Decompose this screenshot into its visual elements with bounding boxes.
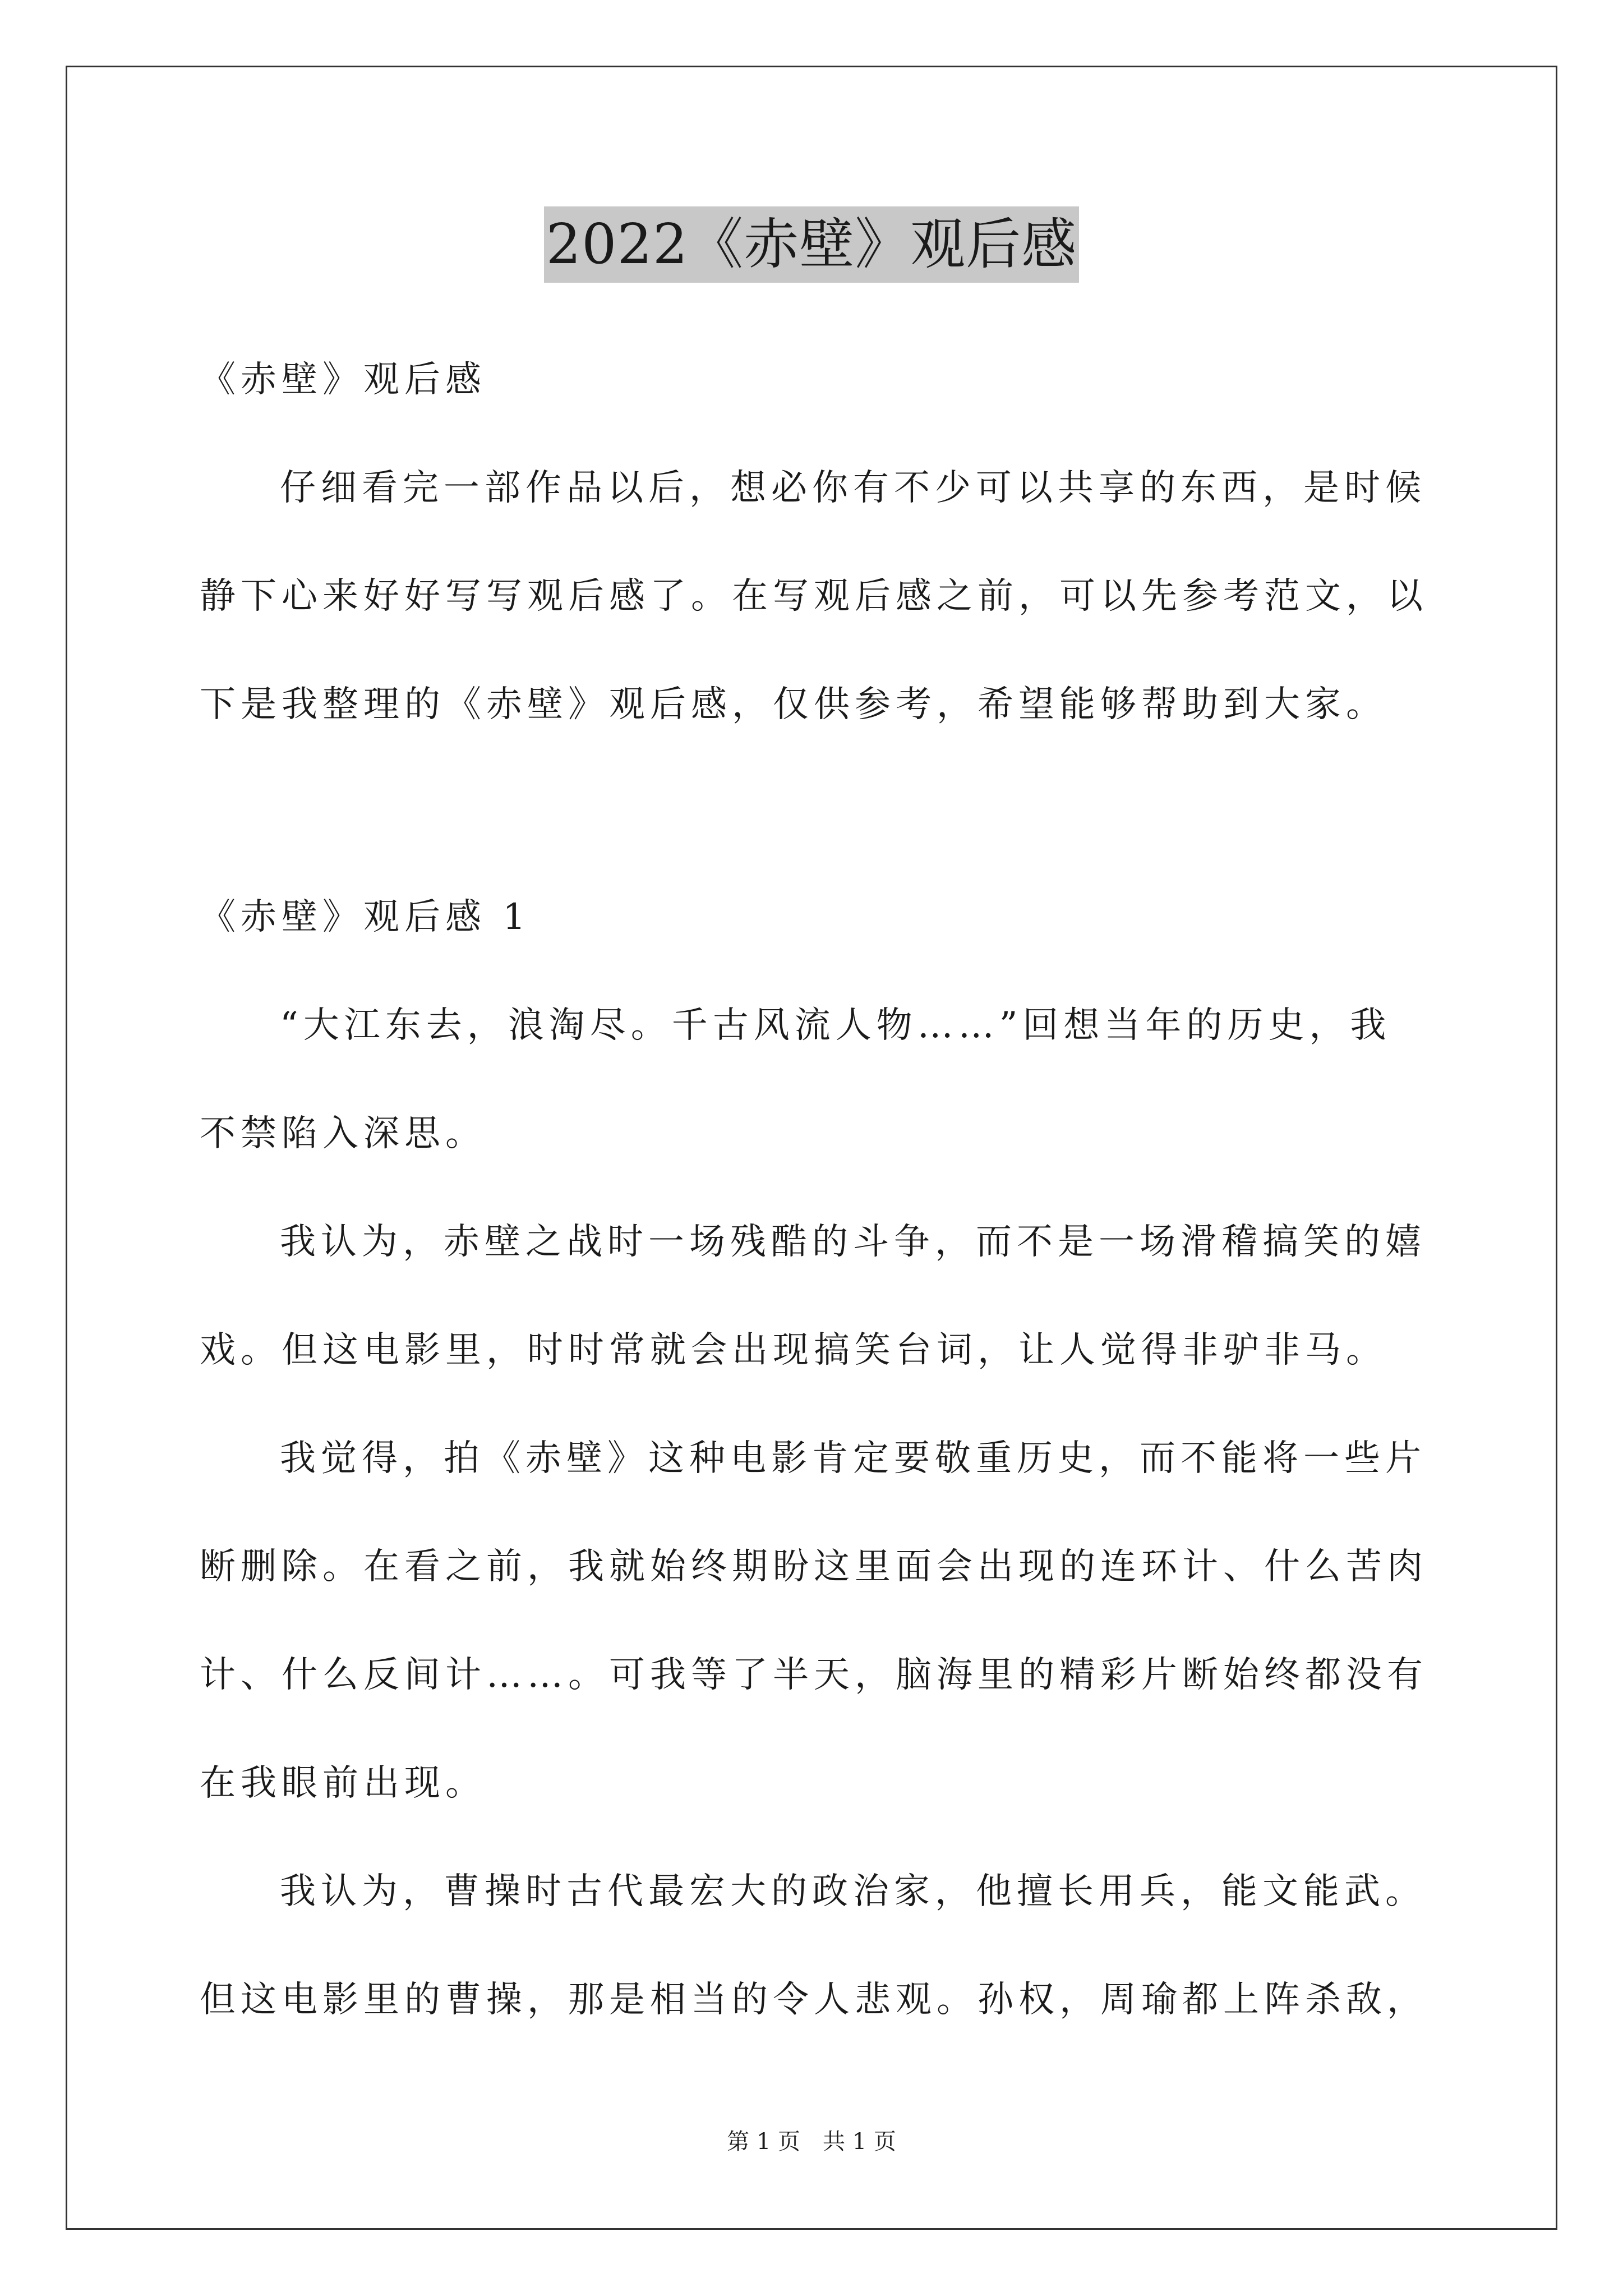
section-heading: 《赤壁》观后感 1 [200,896,531,938]
paragraph-line: 仔细看完一部作品以后，想必你有不少可以共享的东西，是时候 [280,467,1426,509]
paragraph-line: 我认为，曹操时古代最宏大的政治家，他擅长用兵，能文能武。 [280,1871,1426,1912]
section-heading: 《赤壁》观后感 [200,359,486,401]
paragraph-line: 断删除。在看之前，我就始终期盼这里面会出现的连环计、什么苦肉 [200,1546,1428,1588]
paragraph-line: 下是我整理的《赤壁》观后感，仅供参考，希望能够帮助到大家。 [200,684,1387,725]
paragraph-line: 但这电影里的曹操，那是相当的令人悲观。孙权，周瑜都上阵杀敌， [200,1979,1428,2021]
paragraph-line: 不禁陷入深思。 [200,1113,486,1154]
paragraph-line: 戏。但这电影里，时时常就会出现搞笑台词，让人觉得非驴非马。 [200,1329,1387,1371]
paragraph-line: 我认为，赤壁之战时一场残酷的斗争，而不是一场滑稽搞笑的嬉 [280,1221,1426,1263]
title-container [0,206,1623,283]
page-footer: 第 1 页 共 1 页 [727,2129,896,2155]
paragraph-line: 在我眼前出现。 [200,1763,486,1804]
document-title: 2022《赤壁》观后感 [544,206,1079,283]
paragraph-line: 计、什么反间计……。可我等了半天，脑海里的精彩片断始终都没有 [200,1654,1428,1696]
paragraph-line: 静下心来好好写写观后感了。在写观后感之前，可以先参考范文，以 [200,576,1428,617]
paragraph-line: 我觉得，拍《赤壁》这种电影肯定要敬重历史，而不能将一些片 [280,1438,1426,1479]
paragraph-line: “大江东去，浪淘尽。千古风流人物……”回想当年的历史，我 [280,1005,1391,1046]
